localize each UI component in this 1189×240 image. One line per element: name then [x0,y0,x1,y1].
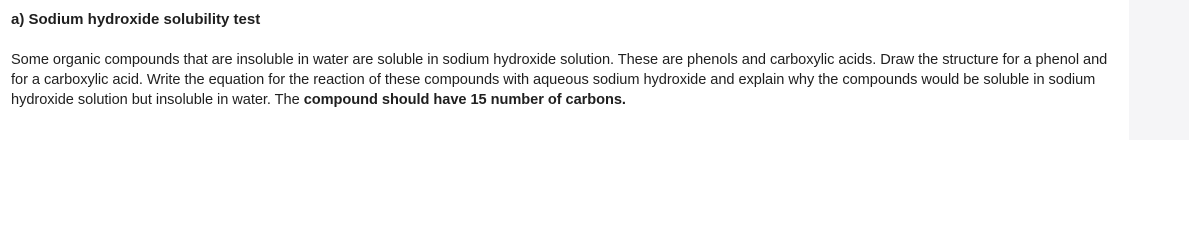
question-paragraph [11,50,1116,110]
side-panel [1129,0,1189,140]
question-emphasis: compound should have 15 number of carbons. [303,92,626,108]
question-text: Some organic compounds that are insoluble in water are soluble in sodium hydroxide solution. These are phenols and carboxylic acids. Draw the structure for a phenol and for a carboxylic acid. Write the equation for the reaction of these compounds with aqueous sodium hydroxide and explain why the compounds would be soluble in sodium hydroxide solution but insoluble in water. The [11,52,1108,108]
section-heading: a) Sodium hydroxide solubility test [11,11,261,28]
